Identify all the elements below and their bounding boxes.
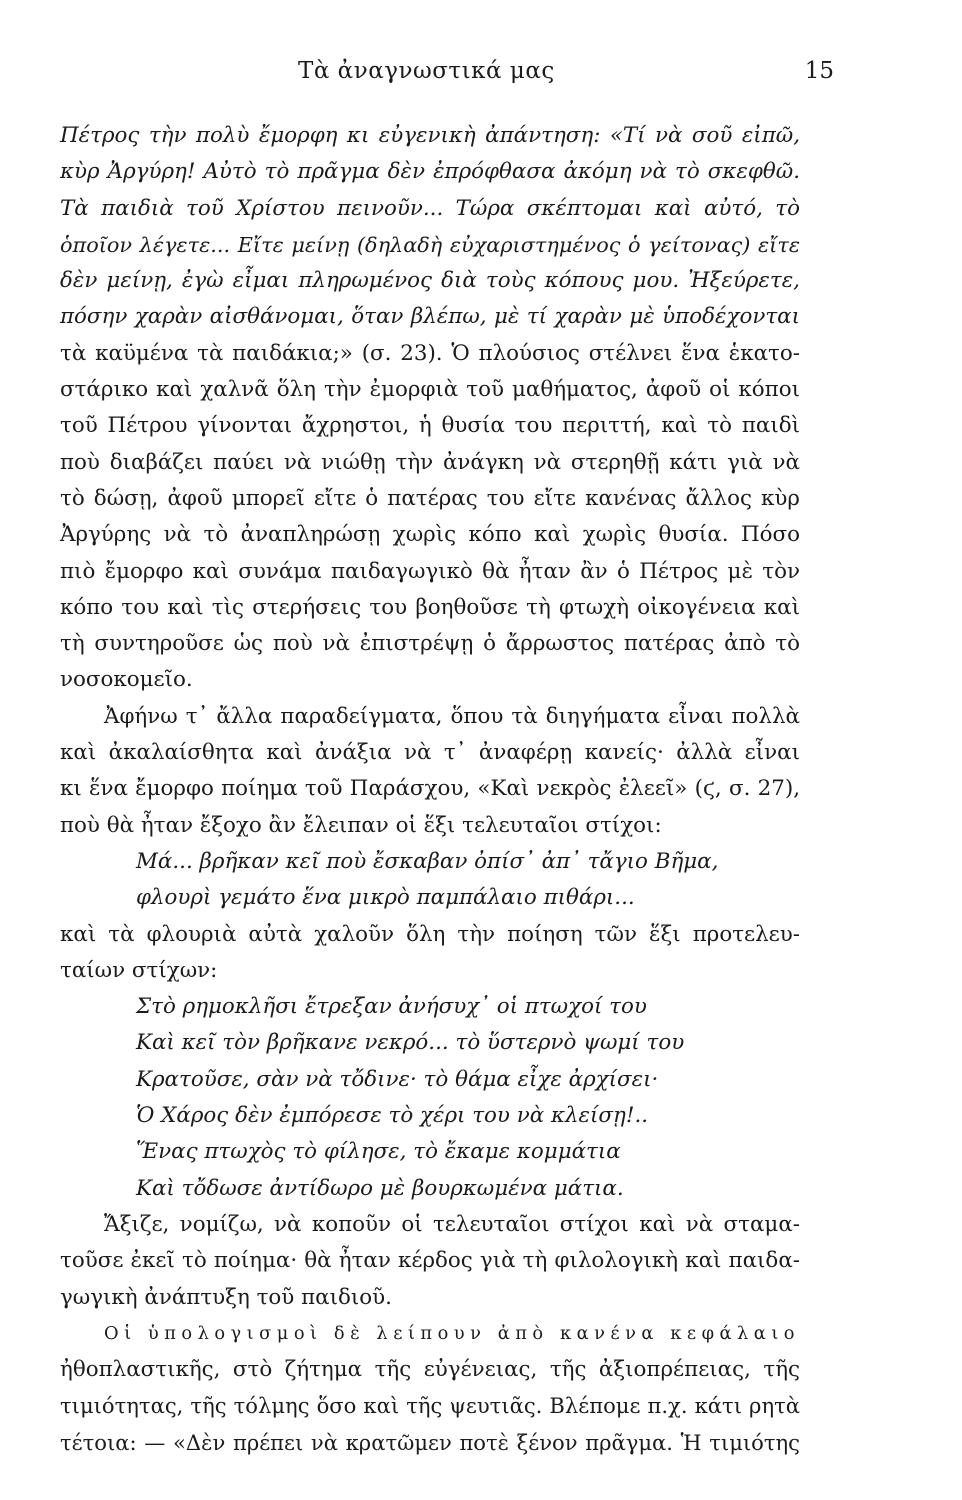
text-line: δὲν μείνῃ, ἐγὼ εἶμαι πληρωμένος διὰ τοὺς κόπους μου. Ἠξεύρετε, [60,268,800,294]
text-line: τοῦ Πέτρου γίνονται ἄχρηστοι, ἡ θυσία του περιττή, καὶ τὸ παιδὶ [60,413,800,439]
body-text [60,118,800,1461]
text-line: τὴ συντηροῦσε ὡς ποὺ νὰ ἐπιστρέψῃ ὁ ἄρρωστος πατέρας ἀπὸ τὸ [60,631,800,657]
text-line: ποὺ διαβάζει παύει νὰ νιώθῃ τὴν ἀνάγκη νὰ στερηθῇ κάτι γιὰ νὰ [60,449,800,475]
text-line: Ἀργύρης νὰ τὸ ἀναπληρώσῃ χωρὶς κόπο καὶ χωρὶς θυσία. Πόσο [60,522,800,548]
text-line: Πέτρος τὴν πολὺ ἔμορφη κι εὐγενικὴ ἀπάντηση: «Τί νὰ σοῦ εἰπῶ, [60,123,800,148]
verse-line: Καὶ κεῖ τὸν βρῆκανε νεκρό... τὸ ὕστερνὸ ψωμί του [136,1030,685,1056]
text-line: γωγικὴ ἀνάπτυξη τοῦ παιδιοῦ. [60,1284,392,1310]
text-line: τοῦσε ἐκεῖ τὸ ποίημα· θὰ ἦταν κέρδος γιὰ τὴ φιλολογικὴ καὶ παιδα- [60,1248,800,1274]
running-title: Τὰ ἀναγνωστικά μας [298,58,555,84]
verse-line: Στὸ ρημοκλῆσι ἔτρεξαν ἀνήσυχ᾽ οἱ πτωχοί του [136,994,647,1020]
text-line: πόσην χαρὰν αἰσθάνομαι, ὅταν βλέπω, μὲ τί χαρὰν μὲ ὑποδέχονται [60,304,800,330]
text-line: ποὺ θὰ ἦταν ἔξοχο ἂν ἔλειπαν οἱ ἕξι τελευταῖοι στίχοι: [60,812,662,838]
text-line: νοσοκομεῖο. [60,667,193,693]
text-line: Τὰ παιδιὰ τοῦ Χρίστου πεινοῦν... Τώρα σκέπτομαι καὶ αὐτό, τὸ [60,195,800,221]
verse-line: φλουρὶ γεμάτο ἕνα μικρὸ παμπάλαιο πιθάρι... [136,885,635,911]
text-line: τὰ καϋμένα τὰ παιδάκια;» (σ. 23). Ὁ πλούσιος στέλνει ἕνα ἑκατο- [60,340,800,366]
text-line: στάρικο καὶ χαλνᾶ ὅλη τὴν ἐμορφιὰ τοῦ μαθήματος, ἀφοῦ οἱ κόποι [60,377,800,403]
text-line: ὁποῖον λέγετε... Εἴτε μείνῃ (δηλαδὴ εὐχαριστημένος ὁ γείτονας) εἴτε [60,232,800,257]
text-line: κι ἕνα ἔμορφο ποίημα τοῦ Παράσχου, «Καὶ νεκρὸς ἐλεεῖ» (ϛ, σ. 27), [60,776,800,802]
verse-line: Ἕνας πτωχὸς τὸ φίλησε, τὸ ἔκαμε κομμάτια [136,1139,621,1165]
text-line: καὶ τὰ φλουριὰ αὐτὰ χαλοῦν ὅλη τὴν ποίηση τῶν ἕξι προτελευ- [60,921,800,947]
text-line: Ἀφήνω τ᾽ ἄλλα παραδείγματα, ὅπου τὰ διηγήματα εἶναι πολλὰ [104,703,800,729]
verse-line: Ὁ Χάρος δὲν ἐμπόρεσε τὸ χέρι του νὰ κλείσῃ!.. [136,1103,649,1129]
verse-line: Μά... βρῆκαν κεῖ ποὺ ἔσκαβαν ὀπίσ᾽ ἀπ᾽ τἄγιο Βῆμα, [136,848,719,874]
verse-line: Κρατοῦσε, σὰν νὰ τὄδινε· τὸ θάμα εἶχε ἀρχίσει· [136,1066,659,1092]
text-line: Ἄξιζε, νομίζω, νὰ κοποῦν οἱ τελευταῖοι στίχοι καὶ νὰ σταμα- [104,1211,800,1237]
text-line: τιμιότητας, τῆς τόλμης ὅσο καὶ τῆς ψευτιᾶς. Βλέπομε π.χ. κάτι ρητὰ [60,1393,800,1419]
verse-line: Καὶ τὄδωσε ἀντίδωρο μὲ βουρκωμένα μάτια. [136,1175,624,1201]
page-number: 15 [804,58,834,84]
running-header [298,58,834,102]
text-line: καὶ ἀκαλαίσθητα καὶ ἀνάξια νὰ τ᾽ ἀναφέρῃ κανείς· ἀλλὰ εἶναι [60,740,800,766]
text-line: τὸ δώσῃ, ἀφοῦ μπορεῖ εἴτε ὁ πατέρας του εἴτε κανένας ἄλλος κὺρ [60,485,800,511]
text-line: κόπο του καὶ τὶς στερήσεις του βοηθοῦσε τὴ φτωχὴ οἰκογένεια καὶ [60,594,800,620]
text-line: πιὸ ἔμορφο καὶ συνάμα παιδαγωγικὸ θὰ ἦταν ἂν ὁ Πέτρος μὲ τὸν [60,558,800,584]
text-line: ἠθοπλαστικῆς, στὸ ζήτημα τῆς εὐγένειας, τῆς ἀξιοπρέπειας, τῆς [60,1357,800,1383]
text-line: τέτοια: — «Δὲν πρέπει νὰ κρατῶμεν ποτὲ ξένον πρᾶγμα. Ἡ τιμιότης [60,1429,800,1455]
text-line: ταίων στίχων: [60,957,218,983]
text-line: κὺρ Ἀργύρη! Αὐτὸ τὸ πρᾶγμα δὲν ἐπρόφθασα ἀκόμη νὰ τὸ σκεφθῶ. [60,159,800,185]
text-line: Οἱ ὑπολογισμοὶ δὲ λείπουν ἀπὸ κανένα κεφάλαιο [104,1322,800,1344]
